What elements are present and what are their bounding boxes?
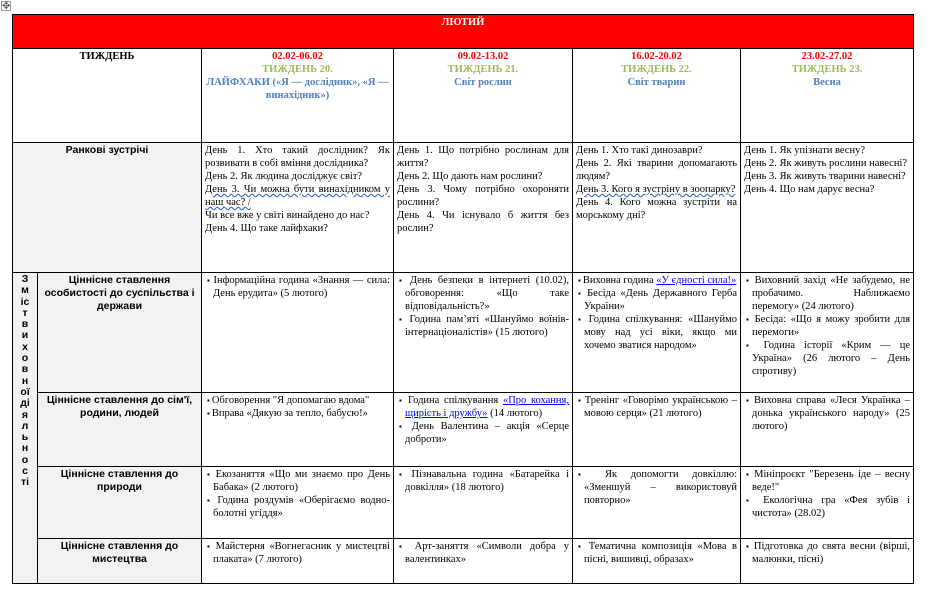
week-theme: Світ рослин: [454, 77, 512, 88]
activity-item: ▪ Тренінг «Говорімо українською – мовою серця» (21 лютого): [576, 394, 737, 420]
morning-cell-week-21[interactable]: [394, 143, 573, 273]
activity-item: ▪ Інформаційна година «Знання — сила: День ерудита» (5 лютого): [205, 274, 390, 300]
activity-cell[interactable]: [202, 467, 394, 539]
morning-item: День 2. Що дають нам рослини?: [397, 171, 543, 182]
activity-text: (14 лютого): [487, 408, 543, 419]
activity-cell[interactable]: [202, 393, 394, 467]
week-header-22: [573, 49, 741, 143]
activity-item: ▪ Година роздумів «Оберігаємо водно-болотні угіддя»: [205, 494, 390, 520]
activity-cell[interactable]: [573, 467, 741, 539]
month-title: ЛЮТИЙ: [13, 15, 914, 49]
activity-cell[interactable]: [394, 467, 573, 539]
activity-text: Виховна година: [582, 275, 657, 286]
week-header-21: [394, 49, 573, 143]
activity-cell[interactable]: [394, 539, 573, 584]
morning-item: День 3. Чому потрібно охороняти рослини?: [397, 184, 569, 208]
week-dates: 16.02-20.02: [631, 51, 682, 62]
activity-cell[interactable]: [573, 393, 741, 467]
activity-item: [576, 274, 737, 287]
activity-item: ▪ Екозаняття «Що ми знаємо про День Бабака» (2 лютого): [205, 468, 390, 494]
week-number: ТИЖДЕНЬ 23.: [791, 64, 863, 75]
activity-item: ▪ Година пам’яті «Шануймо воїнів-інтернаціоналістів» (15 лютого): [397, 313, 569, 339]
morning-meetings-label: Ранкові зустрічі: [13, 143, 202, 273]
row-label: Ціннісне ставлення особистості до суспільства і держави: [38, 273, 202, 393]
week-dates: 23.02-27.02: [801, 51, 853, 62]
content-row: [13, 273, 914, 393]
week-theme: Світ тварин: [627, 77, 686, 88]
activity-cell[interactable]: [573, 273, 741, 393]
morning-item: День 1. Що потрібно рослинам для життя?: [397, 145, 569, 169]
activity-item: ▪ Бесіда «День Державного Герба України»: [576, 287, 737, 313]
activity-item: ▪ Виховний захід «Не забудемо, не пробачимо. Наближаємо перемогу» (24 лютого): [744, 274, 910, 313]
title-row: [13, 15, 914, 49]
activity-item: ▪ Арт-заняття «Символи добра у валентинках»: [397, 540, 569, 566]
week-dates: 02.02-06.02: [272, 51, 323, 62]
morning-item: День 2. Як живуть рослини навесні?: [744, 158, 908, 169]
activity-item: ▪ День безпеки в інтернеті (10.02), обговорення: «Що таке відповідальність?»: [397, 274, 569, 313]
week-header-label: ТИЖДЕНЬ: [13, 49, 202, 143]
activity-item: ▪ Пізнавальна година «Батарейка і довкілля» (18 лютого): [397, 468, 569, 494]
morning-item: День 2. Як людина досліджує світ?: [205, 171, 363, 182]
activity-cell[interactable]: [202, 539, 394, 584]
activity-item: ▪ Підготовка до свята весни (вірші, малюнки, пісні): [744, 540, 910, 566]
morning-meetings-row: [13, 143, 914, 273]
activity-item: ▪ Мініпроєкт "Березень іде – весну веде!": [744, 468, 910, 494]
table-move-handle-icon[interactable]: ✥: [2, 1, 11, 12]
activity-item: ▪ Година спілкування: «Шануймо мову над усі віки, якщо ми хочемо зватися народом»: [576, 313, 737, 352]
morning-item: День 3. Чи можна бути винахідником у наш час? /: [205, 184, 390, 208]
activity-cell[interactable]: [741, 539, 914, 584]
activity-item: ▪ День Валентина – акція «Серце доброти»: [397, 420, 569, 446]
morning-cell-week-20[interactable]: [202, 143, 394, 273]
activity-cell[interactable]: [741, 273, 914, 393]
section-vertical-label: Зміст виховної діяльності: [13, 273, 38, 584]
activity-item: ▪ Обговорення "Я допомагаю вдома": [205, 394, 390, 407]
week-header-23: [741, 49, 914, 143]
activity-item: ▪ Година історії «Крим — це Україна» (26 лютого – День спротиву): [744, 339, 910, 378]
morning-item: День 3. Як живуть тварини навесні?: [744, 171, 906, 182]
activity-cell[interactable]: [741, 393, 914, 467]
morning-item: День 3. Кого я зустріну в зоопарку?: [576, 184, 736, 195]
row-label: Ціннісне ставлення до мистецтва: [38, 539, 202, 584]
activity-cell[interactable]: [741, 467, 914, 539]
activity-link[interactable]: «Про кохання, щирість і дружбу»: [405, 395, 569, 419]
activity-item: ▪ Вправа «Дякую за тепло, бабусю!»: [205, 407, 390, 420]
content-row: [13, 467, 914, 539]
activity-item: ▪ Бесіда: «Що я можу зробити для перемоги»: [744, 313, 910, 339]
activity-item: [397, 394, 569, 420]
morning-item: День 2. Які тварини допомагають людям?: [576, 158, 737, 182]
week-header-20: [202, 49, 394, 143]
morning-cell-week-23[interactable]: [741, 143, 914, 273]
activity-item: ▪ Тематична композиція «Мова в пісні, вишивці, образах»: [576, 540, 737, 566]
activity-text: Година спілкування: [408, 395, 503, 406]
morning-item: День 1. Хто такий дослідник? Як розвивати в собі вміння дослідника?: [205, 145, 390, 169]
morning-item: День 4. Чи існувало б життя без рослин?: [397, 210, 569, 234]
row-label: Ціннісне ставлення до природи: [38, 467, 202, 539]
activity-item: ▪ Екологічна гра «Фея зубів і чистота» (28.02): [744, 494, 910, 520]
morning-item: День 4. Що таке лайфхаки?: [205, 223, 328, 234]
activity-item: ▪ Майстерня «Вогнегасник у мистецтві плаката» (7 лютого): [205, 540, 390, 566]
week-number: ТИЖДЕНЬ 20.: [262, 64, 333, 75]
morning-item: День 4. Кого можна зустріти на морському дні?: [576, 197, 737, 221]
week-number: ТИЖДЕНЬ 21.: [447, 64, 519, 75]
activity-item: ▪ Виховна справа «Леся Українка – донька українського народу» (25 лютого): [744, 394, 910, 433]
morning-item: День 1. Хто такі динозаври?: [576, 145, 703, 156]
row-label: Ціннісне ставлення до сім'ї, родини, людей: [38, 393, 202, 467]
content-row: [13, 539, 914, 584]
activity-cell[interactable]: [394, 393, 573, 467]
activity-cell[interactable]: [202, 273, 394, 393]
activity-cell[interactable]: [394, 273, 573, 393]
content-row: [13, 393, 914, 467]
activity-item: ▪ Як допомогти довкіллю: «Зменшуй – використовуй повторно»: [576, 468, 737, 507]
week-dates: 09.02-13.02: [457, 51, 509, 62]
morning-item: Чи все вже у світі винайдено до нас?: [205, 210, 370, 221]
morning-cell-week-22[interactable]: [573, 143, 741, 273]
morning-item: День 4. Що нам дарує весна?: [744, 184, 875, 195]
week-theme: ЛАЙФХАКИ («Я — дослідник», «Я — винахідник»): [206, 77, 389, 101]
week-header-row: [13, 49, 914, 143]
activity-cell[interactable]: [573, 539, 741, 584]
activity-link[interactable]: «У єдності сила!»: [656, 275, 737, 286]
week-number: ТИЖДЕНЬ 22.: [621, 64, 692, 75]
week-theme: Весна: [813, 77, 841, 88]
morning-item: День 1. Як упізнати весну?: [744, 145, 865, 156]
plan-table: [12, 14, 914, 584]
